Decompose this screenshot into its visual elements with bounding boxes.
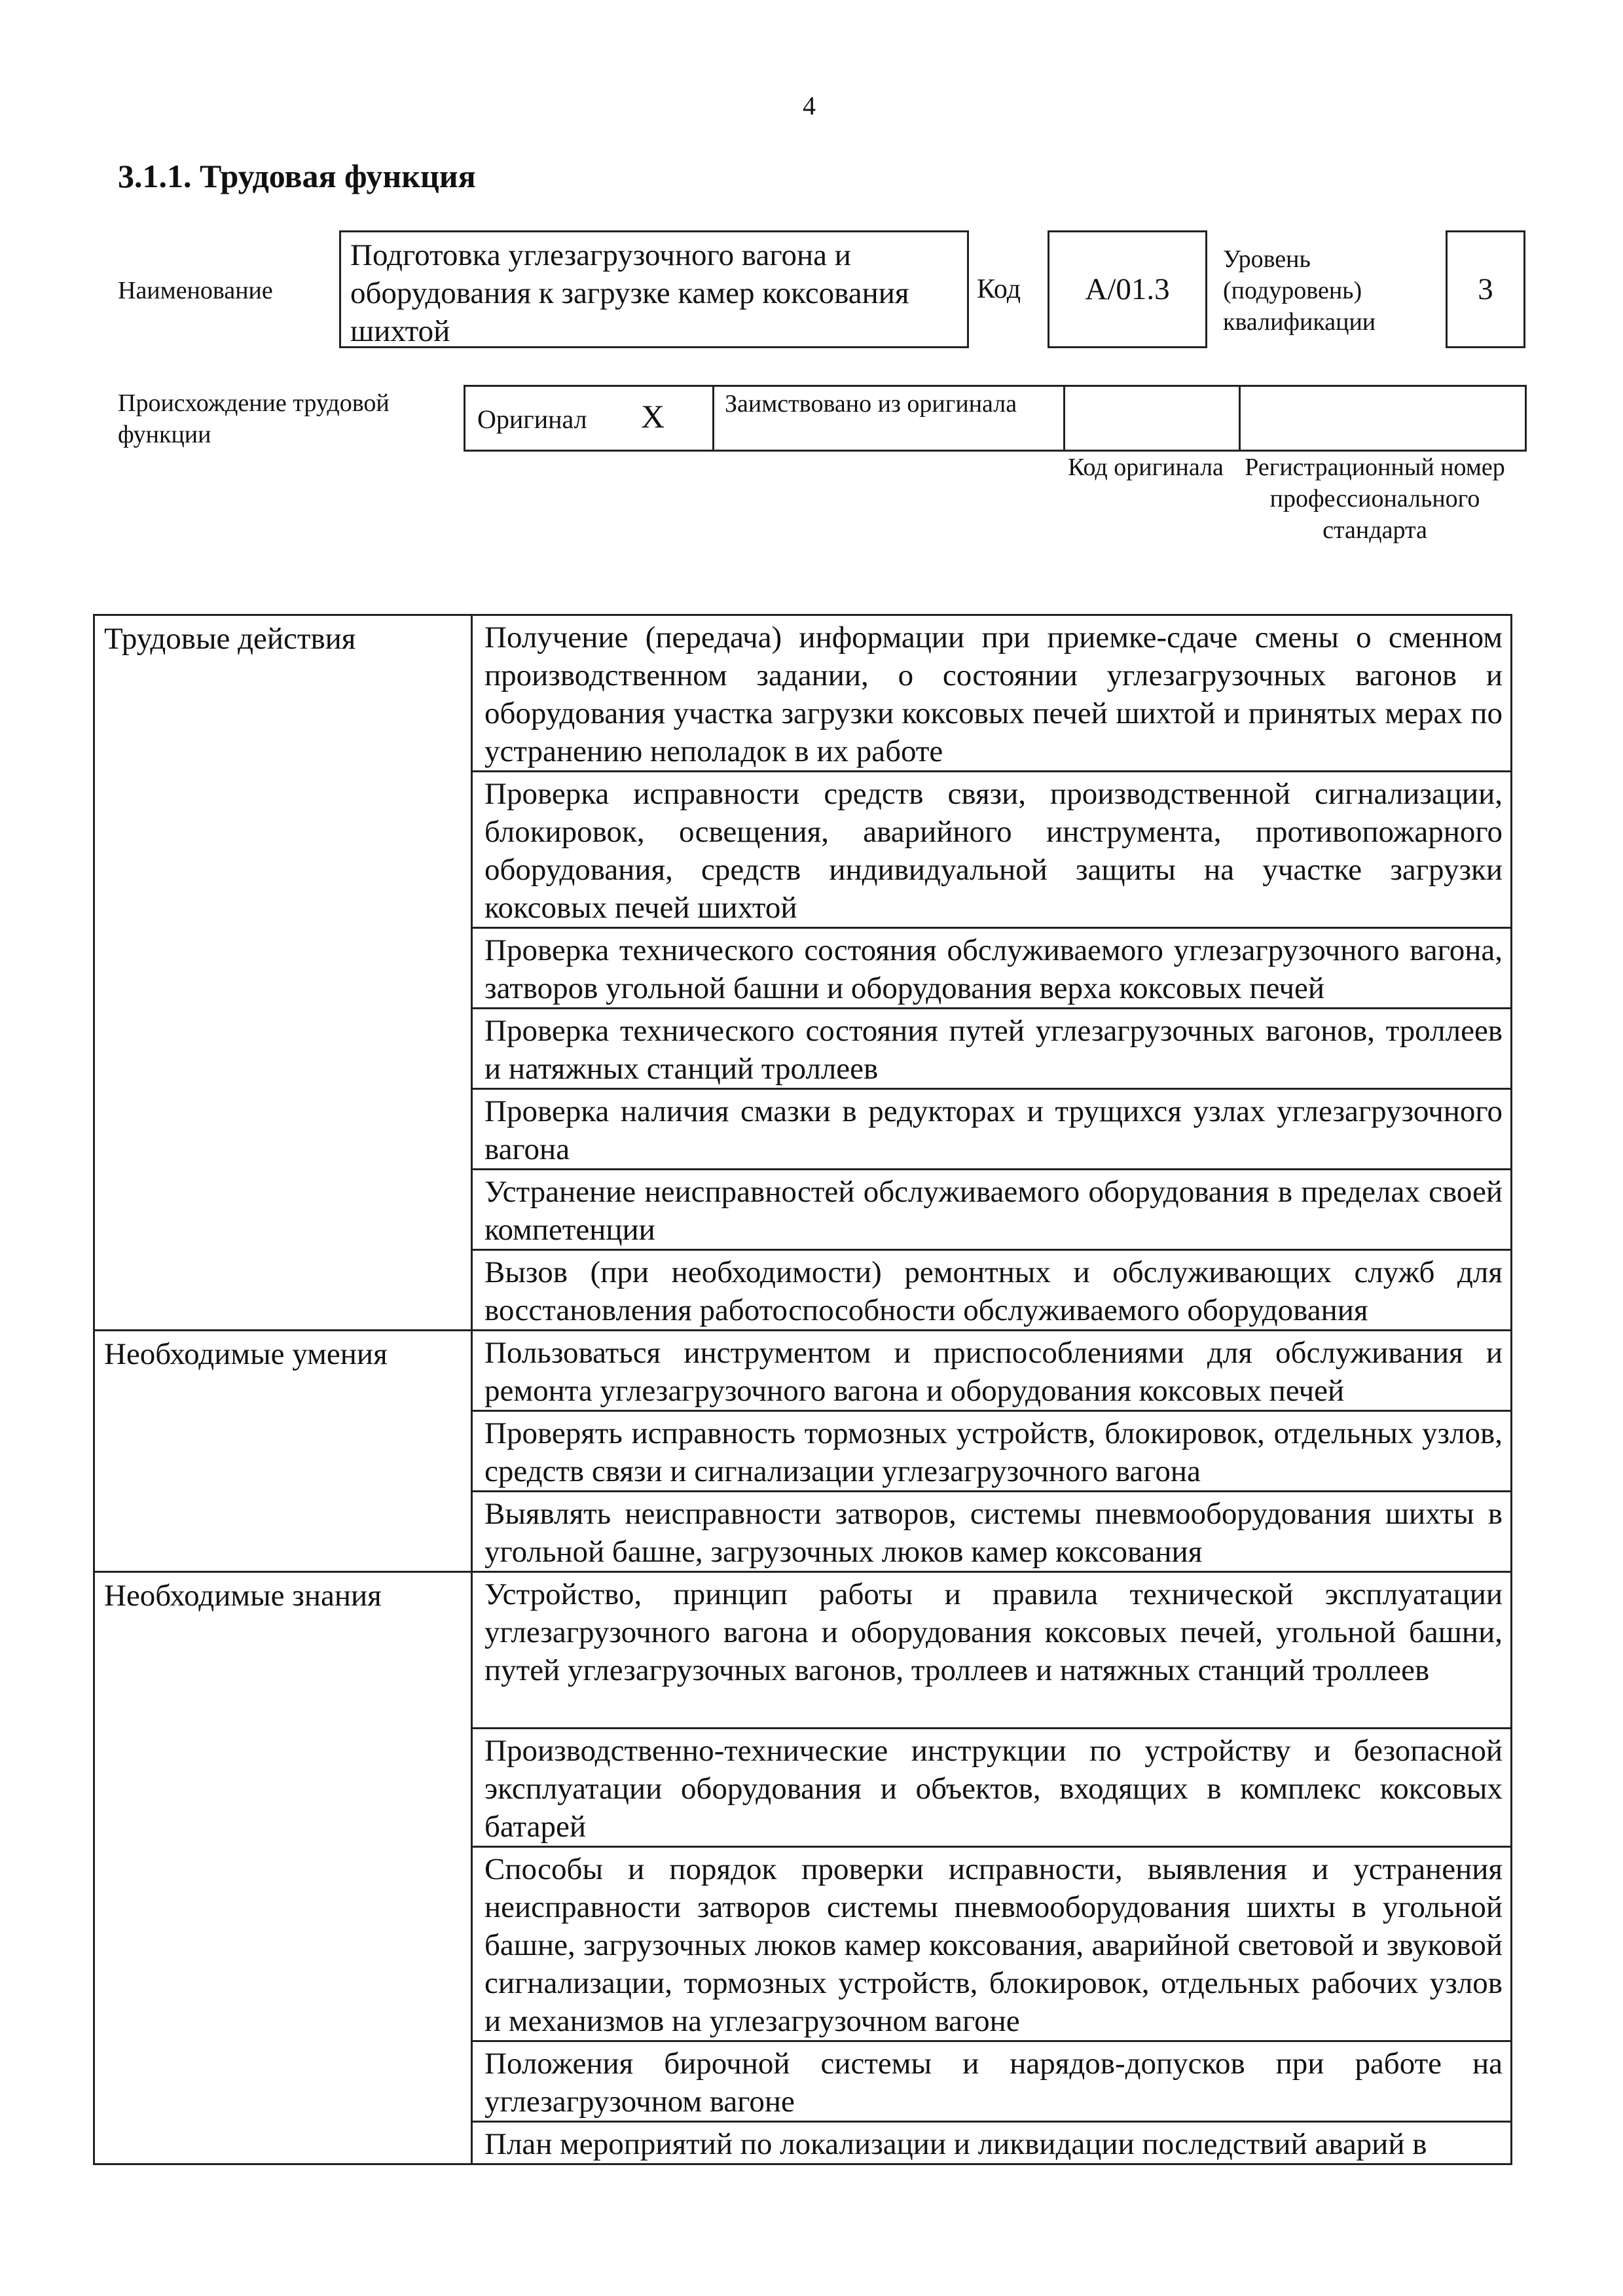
knowledge-label: Необходимые знания — [94, 1572, 472, 2164]
code-caption: Код оригинала — [1068, 454, 1224, 481]
action-item: Вызов (при необходимости) ремонтных и обслуживающих служб для восстановления работоспособности обслуживаемого оборудования — [472, 1250, 1512, 1331]
skill-item: Пользоваться инструментом и приспособлениями для обслуживания и ремонта углезагрузочного вагона и оборудования коксовых печей — [472, 1331, 1512, 1411]
function-table — [93, 614, 1512, 2165]
action-item: Проверка наличия смазки в редукторах и трущихся узлах углезагрузочного вагона — [472, 1089, 1512, 1170]
borrowed-label: Заимствовано из оригинала — [725, 390, 1017, 418]
action-item: Проверка исправности средств связи, производственной сигнализации, блокировок, освещения, аварийного инструмента, противопожарного оборудования, средств индивидуальной защиты на участке загрузки коксовых печей шихтой — [472, 772, 1512, 928]
action-item: Получение (передача) информации при приемке-сдаче смены о сменном производственном задании, о состоянии углезагрузочных вагонов и оборудования участка загрузки коксовых печей шихтой и принятых мерах по устранению неполадок в их работе — [472, 615, 1512, 772]
original-mark: X — [641, 398, 665, 435]
skill-item: Проверять исправность тормозных устройств, блокировок, отдельных узлов, средств связи и сигнализации углезагрузочного вагона — [472, 1411, 1512, 1492]
reg-caption: Регистрационный номер профессионального стандарта — [1245, 454, 1505, 544]
section-title: 3.1.1. Трудовая функция — [118, 158, 476, 194]
action-item: Проверка технического состояния путей углезагрузочных вагонов, троллеев и натяжных станций троллеев — [472, 1009, 1512, 1089]
level-label: Уровень (подуровень) квалификации — [1223, 245, 1376, 336]
knowledge-item: План мероприятий по локализации и ликвидации последствий аварий в — [472, 2122, 1512, 2164]
knowledge-item: Производственно-технические инструкции по устройству и безопасной эксплуатации оборудования и объектов, входящих в комплекс коксовых батарей — [472, 1729, 1512, 1847]
origin-reg-cell — [1241, 387, 1529, 450]
level-box — [1446, 230, 1525, 348]
knowledge-item: Положения бирочной системы и нарядов-допусков при работе на углезагрузочном вагоне — [472, 2041, 1512, 2122]
table-row — [94, 615, 1512, 772]
code-label: Код — [977, 274, 1021, 304]
origin-borrowed-cell — [714, 387, 1065, 450]
origin-row — [464, 385, 1527, 452]
origin-original-cell — [465, 387, 714, 450]
function-name-value: Подготовка углезагрузочного вагона и оборудования к загрузке камер коксования шихтой — [350, 238, 909, 348]
skills-label: Необходимые умения — [94, 1331, 472, 1572]
code-box — [1048, 230, 1207, 348]
table-row — [94, 1572, 1512, 1729]
table-row — [94, 1331, 1512, 1411]
knowledge-item: Устройство, принцип работы и правила технической эксплуатации углезагрузочного вагона и оборудования коксовых печей, угольной башни, путей углезагрузочных вагонов, троллеев и натяжных станций троллеев — [472, 1572, 1512, 1729]
original-label: Оригинал — [477, 404, 587, 434]
function-name-box — [339, 230, 969, 348]
action-item: Проверка технического состояния обслуживаемого углезагрузочного вагона, затворов угольной башни и оборудования верха коксовых печей — [472, 928, 1512, 1009]
skill-item: Выявлять неисправности затворов, системы пневмооборудования шихты в угольной башне, загрузочных люков камер коксования — [472, 1492, 1512, 1572]
level-value: 3 — [1478, 272, 1493, 306]
actions-label: Трудовые действия — [94, 615, 472, 1331]
knowledge-item: Способы и порядок проверки исправности, выявления и устранения неисправности затворов системы пневмооборудования шихты в угольной башне, загрузочных люков камер коксования, аварийной световой и звуковой сигнализации, тормозных устройств, блокировок, отдельных рабочих узлов и механизмов на углезагрузочном вагоне — [472, 1847, 1512, 2041]
name-label: Наименование — [118, 277, 273, 304]
page-number: 4 — [803, 91, 816, 120]
action-item: Устранение неисправностей обслуживаемого оборудования в пределах своей компетенции — [472, 1170, 1512, 1250]
origin-label: Происхождение трудовой функции — [118, 389, 390, 448]
origin-code-cell — [1065, 387, 1241, 450]
code-value: А/01.3 — [1085, 272, 1170, 306]
